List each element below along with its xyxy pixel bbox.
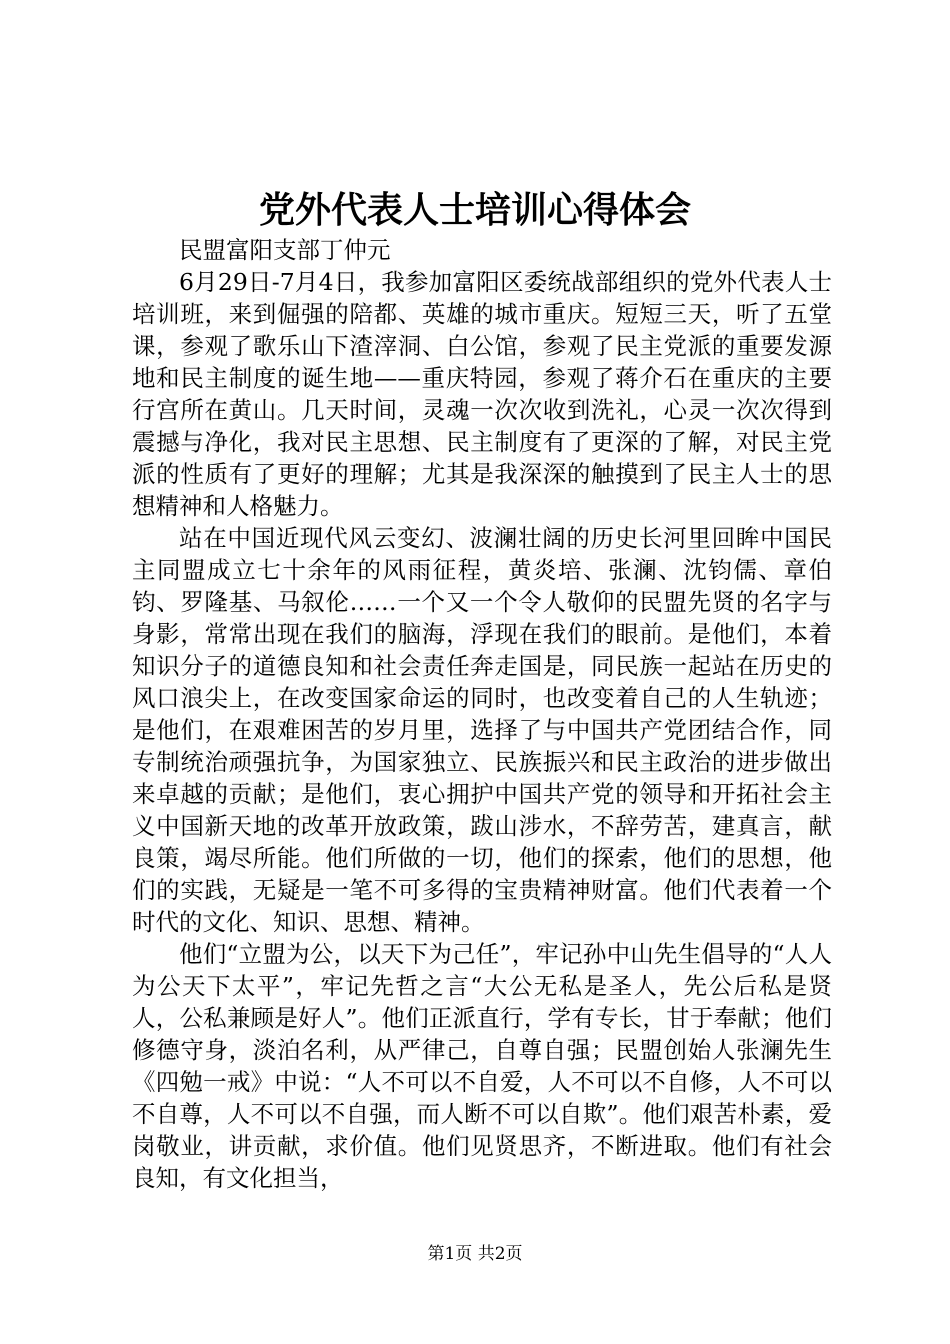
paragraph-3: 他们“立盟为公，以天下为己任”，牢记孙中山先生倡导的“人人为公天下太平”，牢记先哲之言“大公无私是圣人，先公后私是贤人，公私兼顾是好人”。他们正派直行，学有专长，甘于奉献；他们修德守身，淡泊名利，从严律己，自尊自强；民盟创始人张澜先生《四勉一戒》中说：“人不可以不自爱，人不可以不自修，人不可以不自尊，人不可以不自强，而人断不可以自欺”。他们艰苦朴素，爱岗敬业，讲贡献，求价值。他们见贤思齐，不断进取。他们有社会良知，有文化担当， [132,940,832,1192]
paragraph-1: 6月29日-7月4日，我参加富阳区委统战部组织的党外代表人士培训班，来到倔强的陪都、英雄的城市重庆。短短三天，听了五堂课，参观了歌乐山下渣滓洞、白公馆，参观了民主党派的重要发源地和民主制度的诞生地——重庆特园，参观了蒋介石在重庆的主要行宫所在黄山。几天时间，灵魂一次次收到洗礼，心灵一次次得到震撼与净化，我对民主思想、民主制度有了更深的了解，对民主党派的性质有了更好的理解；尤其是我深深的触摸到了民主人士的思想精神和人格魅力。 [132,268,832,520]
document-title: 党外代表人士培训心得体会 [258,189,691,231]
page-footer: 第1页 共2页 [427,1244,523,1264]
paragraph-2: 站在中国近现代风云变幻、波澜壮阔的历史长河里回眸中国民主同盟成立七十余年的风雨征程，黄炎培、张澜、沈钧儒、章伯钧、罗隆基、马叙伦……一个又一个令人敬仰的民盟先贤的名字与身影，常常出现在我们的脑海，浮现在我们的眼前。是他们，本着知识分子的道德良知和社会责任奔走国是，同民族一起站在历史的风口浪尖上，在改变国家命运的同时，也改变着自己的人生轨迹；是他们，在艰难困苦的岁月里，选择了与中国共产党团结合作，同专制统治顽强抗争，为国家独立、民族振兴和民主政治的进步做出来卓越的贡献；是他们，衷心拥护中国共产党的领导和开拓社会主义中国新天地的改革开放政策，跋山涉水，不辞劳苦，建真言，献良策，竭尽所能。他们所做的一切，他们的探索，他们的思想，他们的实践，无疑是一笔不可多得的宝贵精神财富。他们代表着一个时代的文化、知识、思想、精神。 [132,524,832,936]
author-line: 民盟富阳支部丁仲元 [179,236,391,264]
document-body [132,234,832,1194]
